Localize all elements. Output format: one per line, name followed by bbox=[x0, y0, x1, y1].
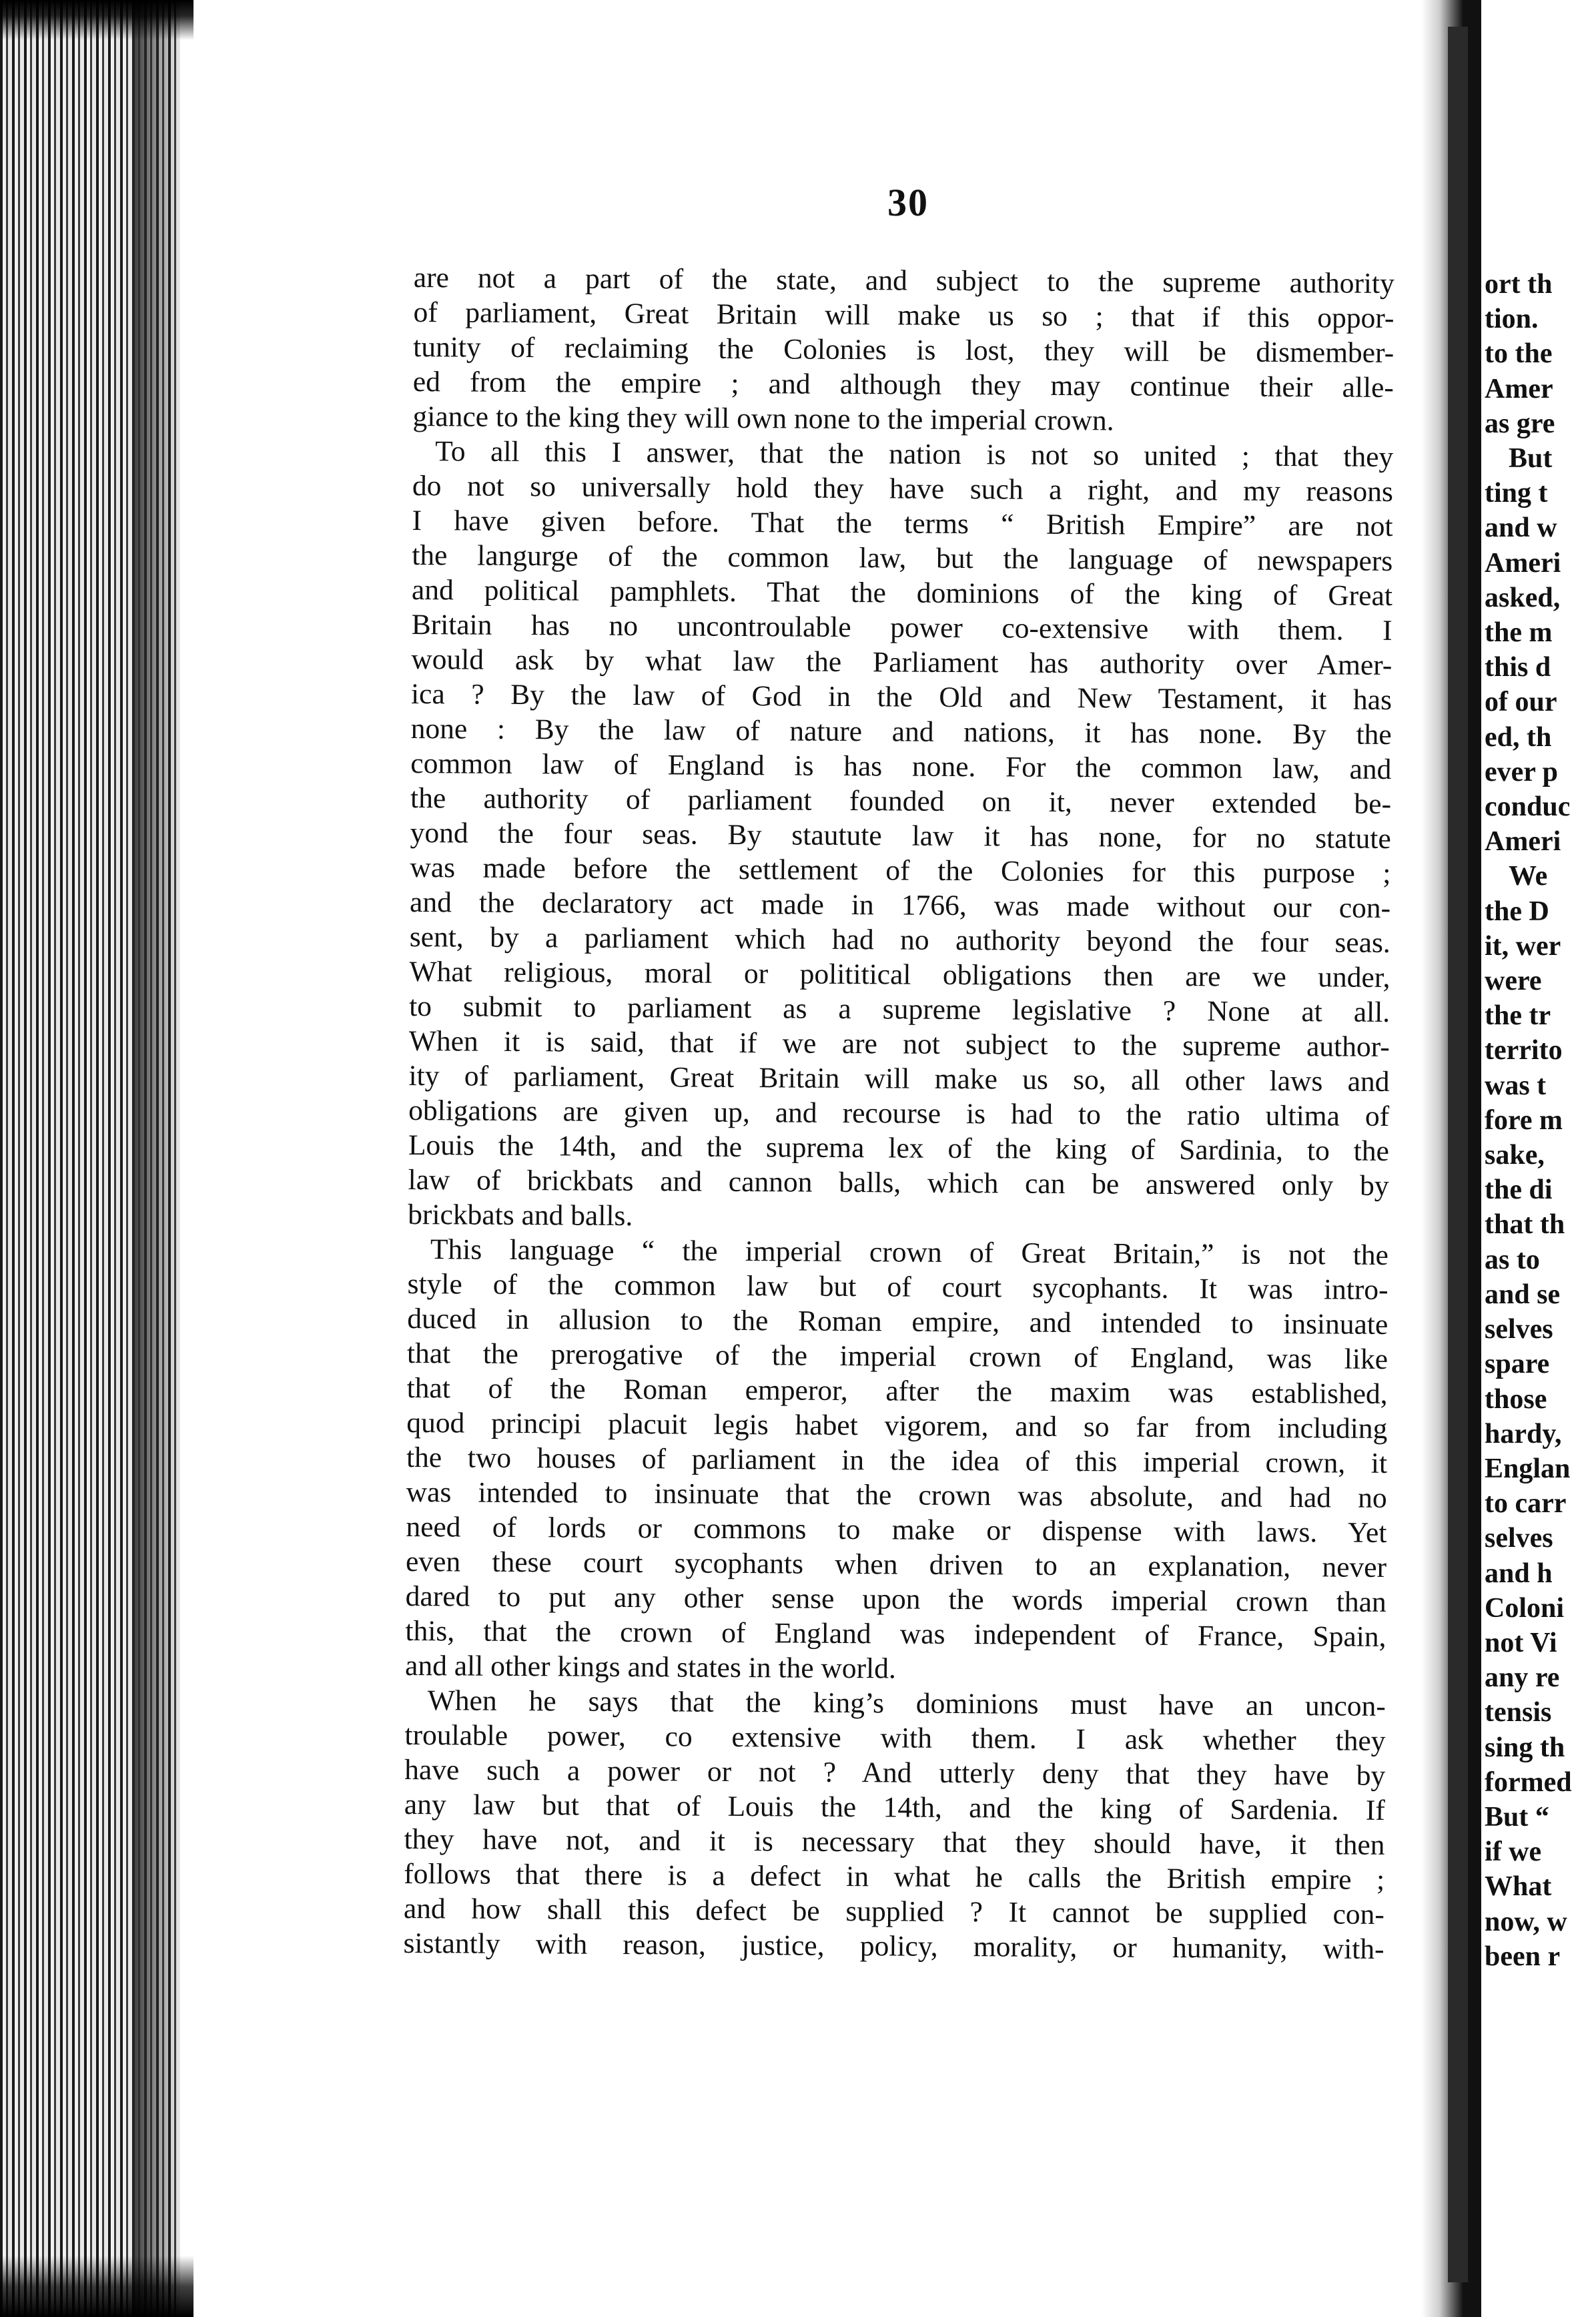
facing-text-line: territo bbox=[1485, 1035, 1563, 1066]
facing-text-line: But “ bbox=[1485, 1801, 1549, 1833]
text-line: and the declaratory act made in 1766, was made without our con- bbox=[409, 886, 1391, 924]
text-line: troulable power, co extensive with them. I ask whether they bbox=[404, 1718, 1386, 1757]
text-line: style of the common law but of court sycophants. It was intro- bbox=[407, 1267, 1388, 1306]
facing-text-line: ort th bbox=[1485, 269, 1553, 300]
facing-text-line: But bbox=[1509, 443, 1553, 474]
text-line: brickbats and balls. bbox=[408, 1198, 633, 1233]
text-line: When it is said, that if we are not subject to the supreme author- bbox=[408, 1024, 1390, 1063]
text-line: quod principi placuit legis habet vigorem, and so far from including bbox=[406, 1406, 1388, 1445]
top-edge-shadow bbox=[0, 0, 193, 40]
text-line: to submit to parliament as a supreme legislative ? None at all. bbox=[409, 990, 1390, 1028]
facing-text-line: Englan bbox=[1485, 1453, 1571, 1484]
facing-text-line: as to bbox=[1485, 1244, 1540, 1275]
facing-text-line: Coloni bbox=[1485, 1592, 1565, 1624]
facing-text-line: as gre bbox=[1485, 408, 1555, 439]
text-line: sistantly with reason, justice, policy, morality, or humanity, with- bbox=[403, 1927, 1384, 1965]
facing-text-line: selves bbox=[1485, 1314, 1553, 1345]
facing-page-fragment bbox=[1485, 267, 1596, 1974]
facing-text-line: were bbox=[1485, 966, 1542, 997]
facing-text-line: sing th bbox=[1485, 1732, 1565, 1763]
facing-text-line: formed bbox=[1485, 1766, 1572, 1798]
facing-text-line: and h bbox=[1485, 1558, 1553, 1589]
facing-text-line: and w bbox=[1485, 513, 1557, 544]
facing-text-line: the m bbox=[1485, 617, 1553, 649]
facing-text-line: if we bbox=[1485, 1837, 1542, 1868]
text-line: ed from the empire ; and although they may continue their alle- bbox=[412, 365, 1394, 404]
facing-text-line: this d bbox=[1485, 652, 1551, 683]
text-line: they have not, and it is necessary that they should have, it then bbox=[404, 1823, 1385, 1861]
text-line: This language “ the imperial crown of Great Britain,” is not the bbox=[430, 1233, 1389, 1271]
text-line: Louis the 14th, and the suprema lex of the king of Sardinia, to the bbox=[408, 1128, 1390, 1167]
facing-text-line: and se bbox=[1485, 1279, 1561, 1310]
facing-text-line: tensis bbox=[1485, 1697, 1552, 1728]
text-line: sent, by a parliament which had no authority beyond the four seas. bbox=[409, 920, 1390, 959]
facing-text-line: been r bbox=[1485, 1941, 1561, 1972]
text-line: common law of England is has none. For the common law, and bbox=[410, 747, 1392, 785]
text-line: and all other kings and states in the world. bbox=[404, 1649, 897, 1685]
text-line: need of lords or commons to make or dispense with laws. Yet bbox=[406, 1510, 1387, 1549]
facing-text-line: it, wer bbox=[1485, 930, 1561, 962]
text-line: When he says that the king’s dominions must have an uncon- bbox=[427, 1684, 1386, 1722]
text-line: follows that there is a defect in what he calls the British empire ; bbox=[404, 1857, 1385, 1896]
facing-text-line: sake, bbox=[1485, 1140, 1545, 1171]
facing-text-line: to carr bbox=[1485, 1488, 1567, 1520]
text-line: tunity of reclaiming the Colonies is lost, they will be dismember- bbox=[413, 330, 1394, 369]
facing-text-line: fore m bbox=[1485, 1104, 1563, 1136]
text-line: the authority of parliament founded on it, never extended be- bbox=[410, 781, 1392, 820]
facing-text-line: ever p bbox=[1485, 756, 1559, 787]
text-line: the langurge of the common law, but the language of newspapers bbox=[412, 539, 1393, 577]
text-line: duced in allusion to the Roman empire, and intended to insinuate bbox=[407, 1302, 1388, 1341]
text-line: are not a part of the state, and subject to the supreme authority bbox=[413, 261, 1394, 300]
facing-text-line: was t bbox=[1485, 1070, 1547, 1101]
facing-text-line: those bbox=[1485, 1383, 1547, 1415]
facing-text-line: ed, th bbox=[1485, 721, 1552, 753]
text-line: this, that the crown of England was independent of France, Spain, bbox=[405, 1614, 1386, 1653]
text-line: do not so universally hold they have such a right, and my reasons bbox=[412, 469, 1394, 508]
facing-text-line: now, w bbox=[1485, 1906, 1567, 1937]
facing-text-line: the di bbox=[1485, 1175, 1553, 1206]
text-line: that the prerogative of the imperial crown of England, was like bbox=[406, 1337, 1388, 1375]
bottom-edge-shadow bbox=[0, 2256, 193, 2317]
text-line: was intended to insinuate that the crown was absolute, and had no bbox=[406, 1475, 1387, 1514]
text-line: giance to the king they will own none to the imperial crown. bbox=[412, 400, 1114, 437]
page-body-text bbox=[403, 260, 1394, 1967]
text-line: any law but that of Louis the 14th, and the king of Sardenia. If bbox=[404, 1788, 1385, 1827]
text-line: Britain has no uncontroulable power co-extensive with them. I bbox=[411, 608, 1392, 647]
facing-text-line: Ameri bbox=[1485, 547, 1561, 579]
facing-text-line: ting t bbox=[1485, 478, 1548, 509]
text-line: yond the four seas. By stautute law it has none, for no statute bbox=[410, 816, 1391, 855]
facing-text-line: that th bbox=[1485, 1209, 1565, 1241]
facing-text-line: any re bbox=[1485, 1662, 1560, 1694]
facing-text-line: asked, bbox=[1485, 582, 1561, 613]
text-line: law of brickbats and cannon balls, which can be answered only by bbox=[408, 1163, 1389, 1202]
facing-text-line: What bbox=[1485, 1871, 1552, 1903]
text-line: What religious, moral or polititical obligations then are we under, bbox=[409, 955, 1390, 994]
text-line: have such a power or not ? And utterly deny that they have by bbox=[404, 1753, 1386, 1792]
text-line: of parliament, Great Britain will make us so ; that if this oppor- bbox=[413, 296, 1394, 334]
text-line: To all this I answer, that the nation is not so united ; that they bbox=[435, 435, 1394, 473]
text-line: that of the Roman emperor, after the maxim was established, bbox=[406, 1371, 1388, 1410]
text-line: was made before the settlement of the Colonies for this purpose ; bbox=[410, 851, 1391, 890]
page-edge-shadow bbox=[133, 0, 180, 2317]
text-line: ica ? By the law of God in the Old and New Testament, it has bbox=[410, 677, 1392, 716]
text-line: even these court sycophants when driven to an explanation, never bbox=[405, 1545, 1387, 1584]
facing-text-line: Amer bbox=[1485, 373, 1553, 404]
text-line: would ask by what law the Parliament has authority over Amer- bbox=[411, 643, 1392, 681]
facing-text-line: tion. bbox=[1485, 304, 1539, 335]
text-line: ity of parliament, Great Britain will make us so, all other laws and bbox=[408, 1059, 1390, 1098]
facing-text-line: We bbox=[1509, 861, 1548, 892]
facing-text-line: spare bbox=[1485, 1349, 1550, 1380]
text-line: none : By the law of nature and nations, it has none. By the bbox=[410, 712, 1392, 751]
facing-text-line: Ameri bbox=[1485, 826, 1561, 858]
facing-text-line: the tr bbox=[1485, 1000, 1551, 1032]
facing-text-line: conduc bbox=[1485, 791, 1571, 823]
page-number: 30 bbox=[887, 181, 929, 224]
text-line: dared to put any other sense upon the words imperial crown than bbox=[405, 1580, 1386, 1618]
facing-text-line: selves bbox=[1485, 1523, 1553, 1554]
facing-text-line: of our bbox=[1485, 687, 1557, 718]
facing-text-line: to the bbox=[1485, 338, 1553, 370]
text-line: I have given before. That the terms “ British Empire” are not bbox=[412, 504, 1393, 543]
text-line: obligations are given up, and recourse is had to the ratio ultima of bbox=[408, 1094, 1390, 1132]
text-line: and political pamphlets. That the dominions of the king of Great bbox=[411, 573, 1393, 612]
facing-text-line: not Vi bbox=[1485, 1627, 1557, 1658]
facing-text-line: the D bbox=[1485, 896, 1549, 927]
facing-text-line: hardy, bbox=[1485, 1418, 1562, 1449]
text-line: the two houses of parliament in the idea of this imperial crown, it bbox=[406, 1441, 1388, 1479]
text-line: and how shall this defect be supplied ? It cannot be supplied con- bbox=[403, 1892, 1385, 1931]
gutter-shadow bbox=[1448, 27, 1468, 2282]
